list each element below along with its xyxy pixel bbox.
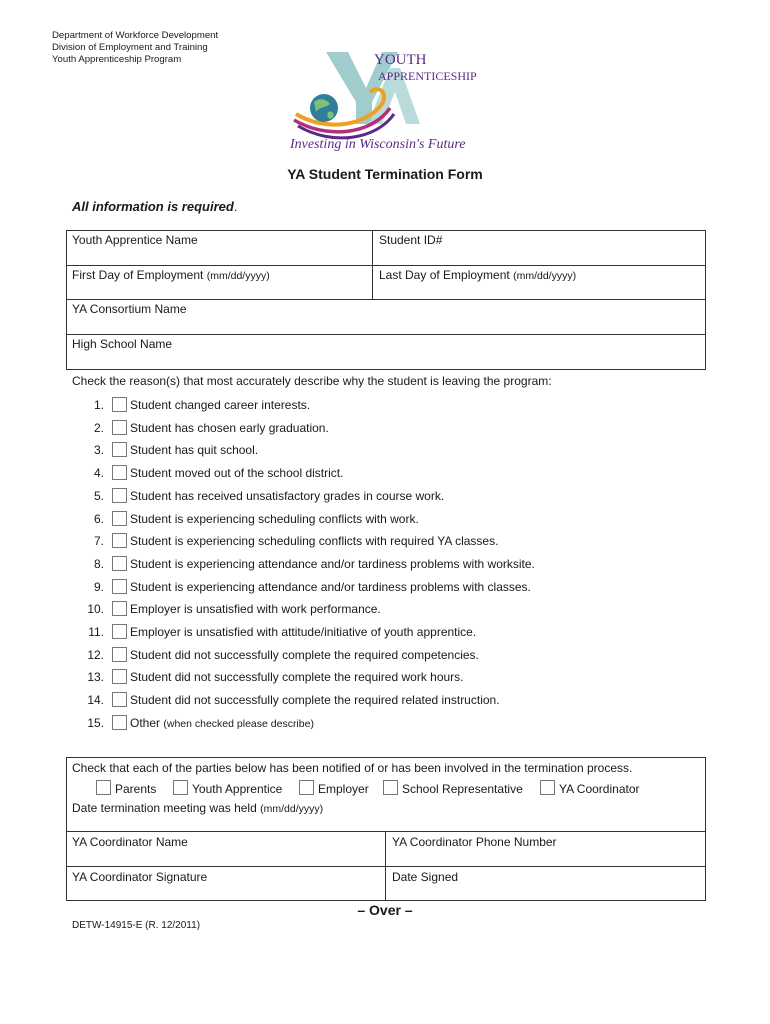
divider (66, 831, 706, 832)
party-label: Youth Apprentice (192, 782, 283, 796)
reasons-intro: Check the reason(s) that most accurately describe why the student is leaving the program: (72, 374, 552, 388)
reason-item (72, 578, 692, 596)
reason-text: Student has received unsatisfactory grades in course work. (130, 488, 445, 503)
reason-text: Student moved out of the school district. (130, 466, 344, 481)
reason-item (72, 555, 692, 573)
reason-number: 7. (93, 534, 104, 549)
reason-checkbox[interactable] (112, 624, 127, 639)
reason-item (72, 600, 692, 618)
party-label: School Representative (402, 782, 523, 796)
required-note-text: All information is required (72, 199, 234, 214)
reason-checkbox[interactable] (112, 442, 127, 457)
last-day-label: Last Day of Employment (379, 268, 510, 282)
reason-label (130, 421, 329, 435)
reason-number: 14. (87, 693, 104, 708)
reason-checkbox[interactable] (112, 511, 127, 526)
high-school-name-field[interactable]: High School Name (72, 337, 173, 351)
reason-label (130, 580, 531, 594)
first-day-field[interactable] (72, 268, 270, 282)
divider (372, 230, 373, 299)
student-id-field[interactable]: Student ID# (379, 233, 443, 247)
divider (66, 299, 706, 300)
reason-item (72, 532, 692, 550)
logo-apprenticeship-text: APPRENTICESHIP (378, 69, 477, 83)
logo-graphic (286, 44, 496, 154)
meeting-date-format: (mm/dd/yyyy) (260, 803, 324, 815)
reason-text: Student changed career interests. (130, 398, 311, 412)
reason-number: 8. (93, 556, 104, 571)
reason-number: 13. (87, 670, 104, 685)
youth-apprenticeship-logo (286, 44, 496, 154)
reason-checkbox[interactable] (112, 556, 127, 571)
required-note (72, 199, 237, 214)
reason-text: Student did not successfully complete the required related instruction. (130, 693, 500, 708)
party-option (383, 780, 523, 796)
reason-text: Student is experiencing attendance and/or tardiness problems with classes. (130, 579, 531, 594)
over-indicator: – Over – (357, 902, 413, 918)
reason-number: 3. (93, 443, 104, 458)
reason-checkbox[interactable] (112, 420, 127, 435)
reason-label (130, 489, 444, 503)
meeting-date-field[interactable] (72, 801, 323, 815)
reason-text: Student is experiencing attendance and/or tardiness problems with worksite. (130, 556, 535, 571)
reason-item (72, 487, 692, 505)
coordinator-name-field[interactable]: YA Coordinator Name (72, 835, 188, 849)
reason-text: Student did not successfully complete the required competencies. (130, 647, 479, 662)
reason-item (72, 646, 692, 664)
reason-text: Student has chosen early graduation. (130, 420, 329, 435)
coordinator-signature-field[interactable]: YA Coordinator Signature (72, 870, 208, 884)
meeting-date-label: Date termination meeting was held (72, 801, 257, 815)
reason-label (130, 693, 500, 707)
party-option (299, 780, 369, 796)
reason-label (130, 443, 258, 457)
reason-item (72, 419, 692, 437)
reason-number: 5. (93, 488, 104, 503)
first-day-format: (mm/dd/yyyy) (206, 270, 270, 282)
party-checkbox[interactable] (383, 780, 398, 795)
reason-label (130, 398, 310, 412)
reason-label (130, 557, 535, 571)
reason-item (72, 396, 692, 414)
last-day-field[interactable] (379, 268, 576, 282)
youth-apprentice-name-field[interactable]: Youth Apprentice Name (72, 233, 198, 247)
last-day-format: (mm/dd/yyyy) (513, 270, 577, 282)
reason-text: Student is experiencing scheduling conflicts with work. (130, 511, 419, 526)
party-label: Parents (115, 782, 157, 796)
reason-label (130, 602, 381, 616)
reason-text: Other (130, 715, 161, 730)
reason-checkbox[interactable] (112, 465, 127, 480)
party-checkbox[interactable] (540, 780, 555, 795)
dept-line-2: Division of Employment and Training (52, 42, 208, 53)
reason-number: 2. (93, 420, 104, 435)
reason-checkbox[interactable] (112, 533, 127, 548)
date-signed-field[interactable]: Date Signed (392, 870, 459, 884)
reason-checkbox[interactable] (112, 601, 127, 616)
first-day-label: First Day of Employment (72, 268, 204, 282)
party-checkbox[interactable] (96, 780, 111, 795)
reason-number: 9. (93, 579, 104, 594)
reason-checkbox[interactable] (112, 669, 127, 684)
divider (66, 265, 706, 266)
reason-number: 4. (93, 466, 104, 481)
logo-youth-text: YOUTH (374, 52, 427, 68)
reason-label (130, 466, 343, 480)
divider (66, 334, 706, 335)
reason-note: (when checked please describe) (163, 717, 314, 730)
dept-line-1: Department of Workforce Development (52, 30, 219, 41)
reason-item (72, 623, 692, 641)
divider (385, 831, 386, 901)
reason-label (130, 534, 498, 548)
reason-item (72, 691, 692, 709)
reason-item (72, 714, 692, 732)
reason-label (130, 648, 479, 662)
form-number: DETW-14915-E (R. 12/2011) (72, 920, 201, 931)
party-option (173, 780, 282, 796)
reason-text: Student did not successfully complete the required work hours. (130, 670, 464, 685)
coordinator-phone-field[interactable]: YA Coordinator Phone Number (392, 835, 557, 849)
reason-label (130, 512, 419, 526)
reason-text: Employer is unsatisfied with work performance. (130, 602, 381, 617)
department-header (52, 30, 218, 66)
divider (66, 866, 706, 867)
reason-number: 11. (88, 625, 104, 639)
reason-text: Employer is unsatisfied with attitude/initiative of youth apprentice. (130, 625, 477, 639)
reason-label (130, 670, 464, 684)
logo-tagline: Investing in Wisconsin's Future (290, 137, 466, 152)
reason-checkbox[interactable] (112, 647, 127, 662)
reason-number: 12. (87, 647, 104, 662)
reason-label (130, 625, 476, 639)
reason-item (72, 441, 692, 459)
consortium-name-field[interactable]: YA Consortium Name (72, 302, 187, 316)
reason-checkbox[interactable] (112, 397, 127, 412)
reason-checkbox[interactable] (112, 692, 127, 707)
party-label: Employer (318, 782, 369, 796)
form-title: YA Student Termination Form (287, 166, 483, 182)
reason-number: 1. (93, 398, 104, 412)
party-checkbox[interactable] (299, 780, 314, 795)
notify-intro: Check that each of the parties below has been notified of or has been involved in the termination process. (72, 761, 633, 775)
party-label: YA Coordinator (559, 782, 640, 796)
reason-text: Student has quit school. (130, 443, 259, 458)
reason-checkbox[interactable] (112, 715, 127, 730)
required-note-dot: . (233, 199, 238, 214)
reason-item (72, 510, 692, 528)
reason-item (72, 668, 692, 686)
reason-number: 15. (87, 715, 104, 730)
reason-text: Student is experiencing scheduling conflicts with required YA classes. (130, 534, 499, 549)
reason-label (130, 716, 314, 730)
reason-number: 10. (87, 602, 104, 617)
reason-checkbox[interactable] (112, 579, 127, 594)
party-option (96, 780, 156, 796)
reason-checkbox[interactable] (112, 488, 127, 503)
dept-line-3: Youth Apprenticeship Program (52, 54, 182, 65)
party-checkbox[interactable] (173, 780, 188, 795)
reason-number: 6. (93, 511, 104, 526)
party-option (540, 780, 640, 796)
reason-item (72, 464, 692, 482)
